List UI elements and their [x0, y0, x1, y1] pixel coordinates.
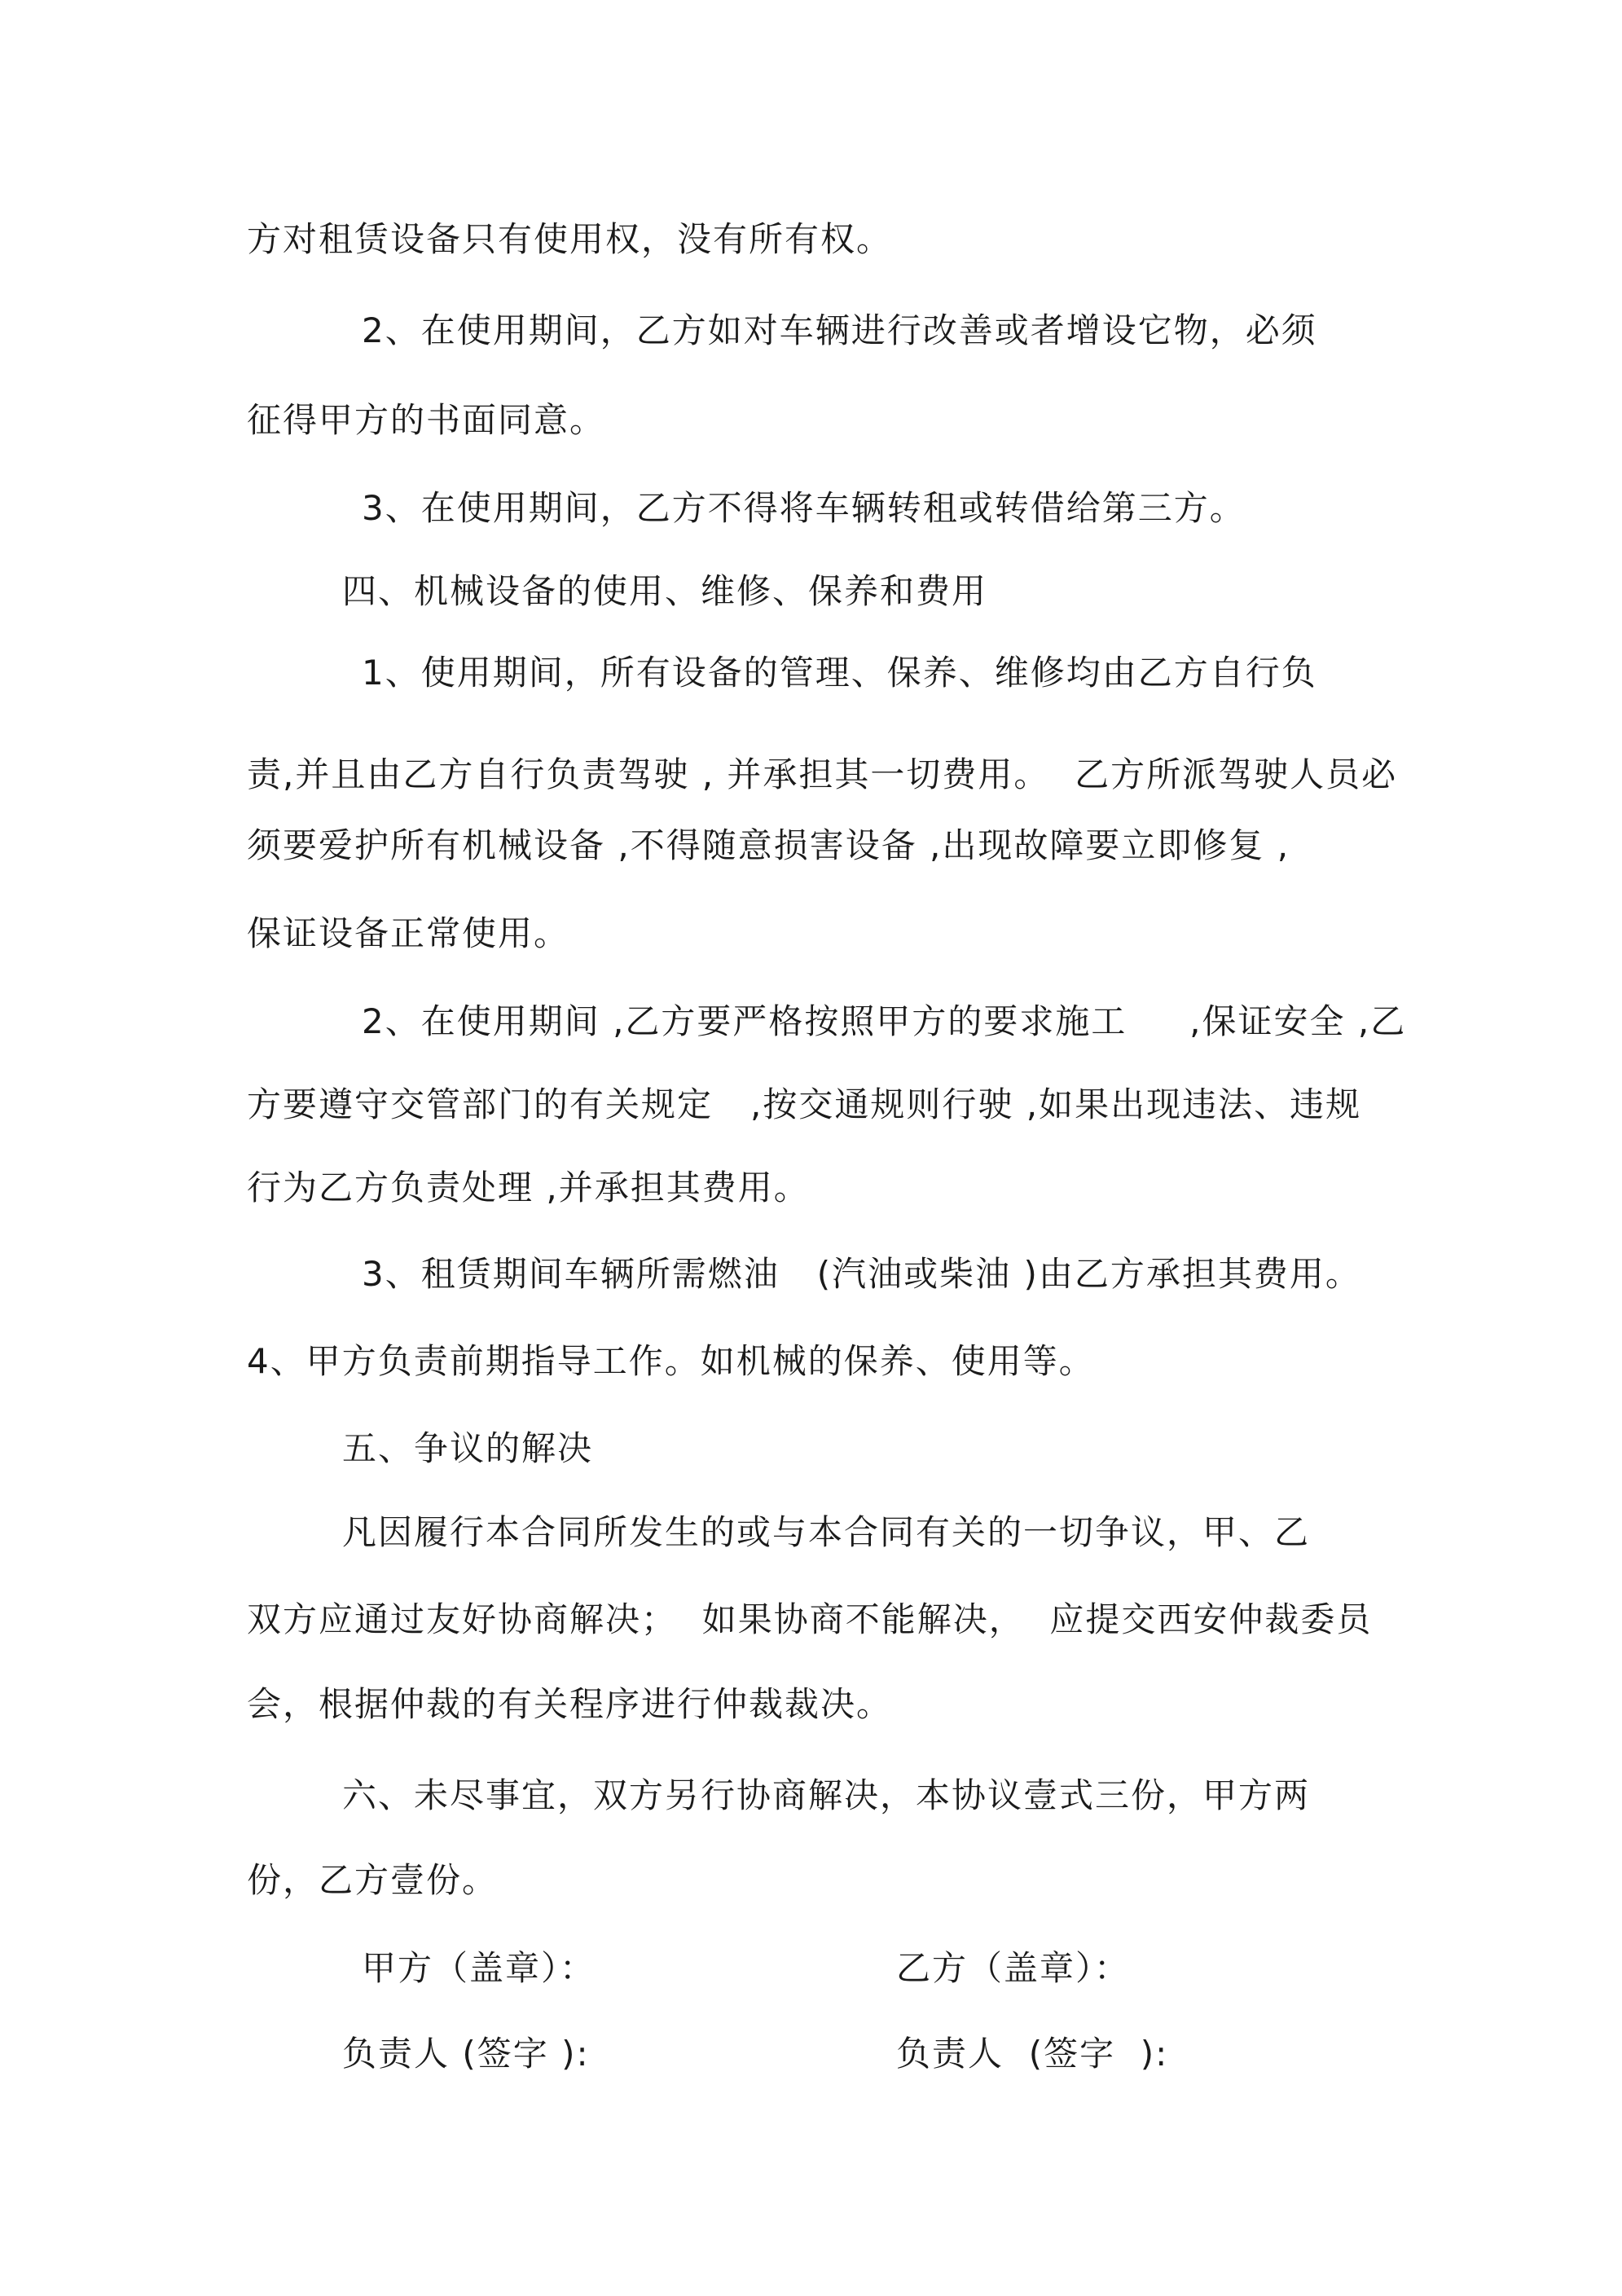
paragraph-line: 4、甲方负责前期指导工作。如机械的保养、使用等。: [247, 1341, 1095, 1381]
section-heading: 四、机械设备的使用、维修、保养和费用: [342, 571, 988, 611]
section-heading: 五、争议的解决: [342, 1428, 594, 1468]
paragraph-line: 方要遵守交管部门的有关规定 ,按交通规则行驶 ,如果出现违法、违规: [247, 1084, 1362, 1124]
paragraph-line: 行为乙方负责处理 ,并承担其费用。: [247, 1168, 810, 1207]
party-b-seal-label: 乙方（盖章）：: [896, 1948, 1131, 1988]
paragraph-line: 份，乙方壹份。: [247, 1860, 499, 1900]
party-b-sign-label: 负责人 (签字 ):: [896, 2034, 1169, 2074]
paragraph-line: 保证设备正常使用。: [247, 913, 570, 953]
paragraph-line: 方对租赁设备只有使用权，没有所有权。: [247, 219, 893, 259]
paragraph-line: 双方应通过友好协商解决； 如果协商不能解决， 应提交西安仲裁委员: [247, 1599, 1373, 1639]
paragraph-line: 凡因履行本合同所发生的或与本合同有关的一切争议，甲、乙: [342, 1512, 1311, 1552]
paragraph-line: 征得甲方的书面同意。: [247, 400, 606, 440]
paragraph-line: 责,并且由乙方自行负责驾驶 , 并承担其一切费用。 乙方所派驾驶人员必: [247, 754, 1398, 794]
paragraph-line: 2、在使用期间 ,乙方要严格按照甲方的要求施工 ,保证安全 ,乙: [362, 1001, 1407, 1041]
paragraph-line: 会，根据仲裁的有关程序进行仲裁裁决。: [247, 1684, 893, 1724]
paragraph-line: 六、未尽事宜，双方另行协商解决，本协议壹式三份，甲方两: [342, 1775, 1311, 1815]
paragraph-line: 3、在使用期间，乙方不得将车辆转租或转借给第三方。: [362, 488, 1246, 528]
paragraph-line: 1、使用期间，所有设备的管理、保养、维修均由乙方自行负: [362, 653, 1317, 693]
paragraph-line: 3、租赁期间车辆所需燃油 (汽油或柴油 )由乙方承担其费用。: [362, 1254, 1361, 1294]
party-a-sign-label: 负责人 (签字 ):: [342, 2034, 590, 2074]
paragraph-line: 须要爱护所有机械设备 ,不得随意损害设备 ,出现故障要立即修复 ,: [247, 825, 1290, 865]
paragraph-line: 2、在使用期间，乙方如对车辆进行改善或者增设它物，必须: [362, 310, 1317, 350]
party-a-seal-label: 甲方（盖章）：: [362, 1948, 596, 1988]
